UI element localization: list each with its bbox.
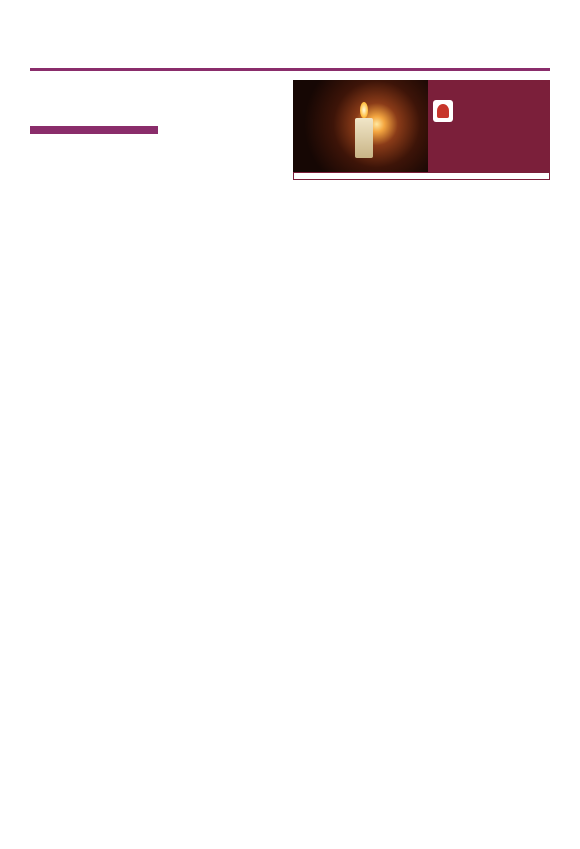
ad-address-bar[interactable] <box>293 172 550 180</box>
intro-label[interactable] <box>30 126 158 134</box>
flame-icon <box>360 102 368 118</box>
header-rule <box>30 68 550 71</box>
logo-flame-icon <box>437 104 449 118</box>
candle-icon <box>355 118 373 158</box>
ad-brand-panel <box>428 80 550 172</box>
cereria-advertisement[interactable] <box>293 80 550 180</box>
